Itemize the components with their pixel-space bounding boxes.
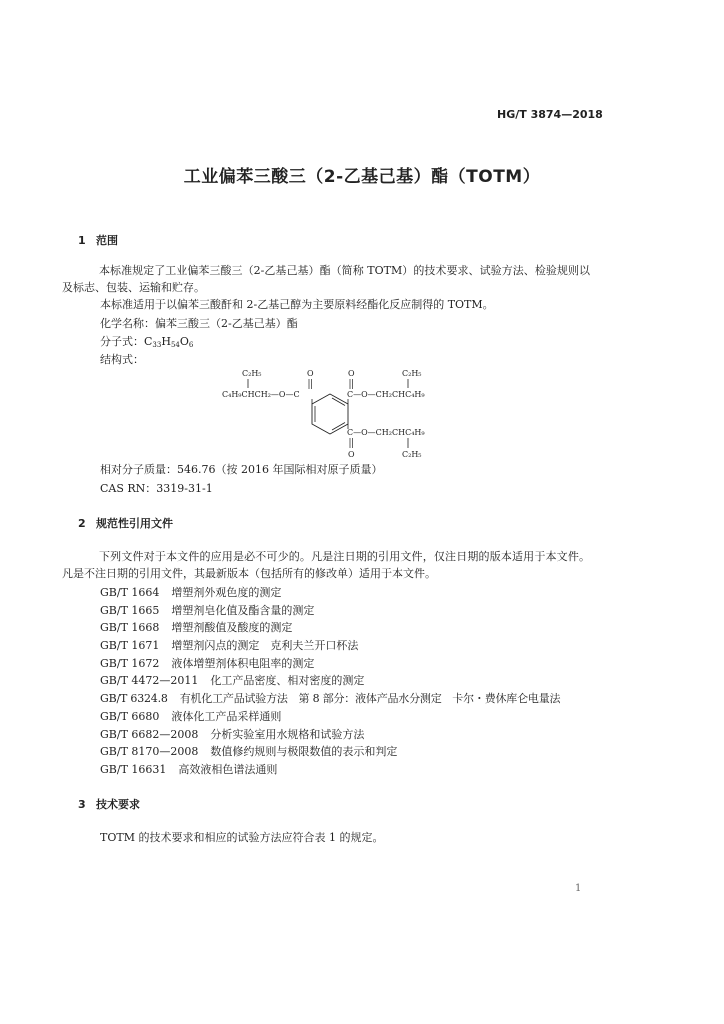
section-2-number: 2 [78,517,86,530]
structural-formula [220,366,460,462]
cas-number: CAS RN：3319-31-1 [100,482,213,495]
bottom-chain: C—O—CH₂CHC₄H₉ [347,428,425,437]
page-number: 1 [575,883,582,894]
carbonyl-o-1: O [307,369,314,378]
reference-list [100,584,560,779]
formula-value: $C_{33}H_{54}O_6$ [144,335,194,349]
top-right-chain: C—O—CH₂CHC₄H₉ [347,390,425,399]
section-3-heading [78,796,140,812]
section-1-para-1: 本标准规定了工业偏苯三酸三（2-乙基己基）酯（简称 TOTM）的技术要求、试验方法、检验规则以及标志、包装、运输和贮存。 [62,264,590,294]
top-right-branch: C₂H₅ [402,369,422,378]
reference-item: GB/T 6680 液体化工产品采样通则 [100,709,282,723]
top-left-chain: C₄H₉CHCH₂—O—C [222,390,300,399]
reference-item: GB/T 1672 液体增塑剂体积电阻率的测定 [100,656,315,670]
chemical-name-value: 偏苯三酸三（2-乙基己基）酯 [155,317,298,330]
reference-item: GB/T 4472—2011 化工产品密度、相对密度的测定 [100,674,365,688]
section-1-heading [78,232,118,248]
section-3-number: 3 [78,798,86,811]
section-2-intro: 下列文件对于本文件的应用是必不可少的。凡是注日期的引用文件，仅注日期的版本适用于本文件。凡是不注日期的引用文件，其最新版本（包括所有的修改单）适用于本文件。 [62,550,590,580]
section-3-para: TOTM 的技术要求和相应的试验方法应符合表 1 的规定。 [100,831,384,844]
molecular-mass: 相对分子质量：546.76（按 2016 年国际相对原子质量） [100,463,383,476]
bottom-branch: C₂H₅ [402,450,422,459]
reference-item: GB/T 1665 增塑剂皂化值及酯含量的测定 [100,603,315,617]
section-1-number: 1 [78,234,86,247]
carbonyl-o-2: O [348,369,355,378]
section-3-title: 技术要求 [96,798,140,811]
section-1-para-2: 本标准适用于以偏苯三酸酐和 2-乙基己醇为主要原料经酯化反应制得的 TOTM。 [100,298,494,311]
document-title: 工业偏苯三酸三（2-乙基己基）酯（TOTM） [183,167,541,187]
reference-item: GB/T 8170—2008 数值修约规则与极限数值的表示和判定 [100,745,398,759]
structure-label: 结构式： [100,353,144,366]
chemical-name-label: 化学名称： [100,317,155,330]
top-left-branch: C₂H₅ [242,369,262,378]
section-2-heading [78,515,173,531]
reference-item: GB/T 1668 增塑剂酸值及酸度的测定 [100,621,293,635]
section-2-title: 规范性引用文件 [96,517,173,530]
reference-item: GB/T 6324.8 有机化工产品试验方法 第 8 部分：液体产品水分测定 卡尔・费休库仑电量法 [100,692,561,706]
reference-item: GB/T 16631 高效液相色谱法通则 [100,762,278,776]
reference-item: GB/T 1664 增塑剂外观色度的测定 [100,586,282,599]
chemical-name [100,315,298,332]
formula-label: 分子式： [100,335,144,348]
section-1-title: 范围 [96,234,118,247]
reference-item: GB/T 6682—2008 分析实验室用水规格和试验方法 [100,727,365,741]
carbonyl-o-3: O [348,450,355,459]
standard-code: HG/T 3874—2018 [497,108,603,121]
reference-item: GB/T 1671 增塑剂闪点的测定 克利夫兰开口杯法 [100,639,359,653]
